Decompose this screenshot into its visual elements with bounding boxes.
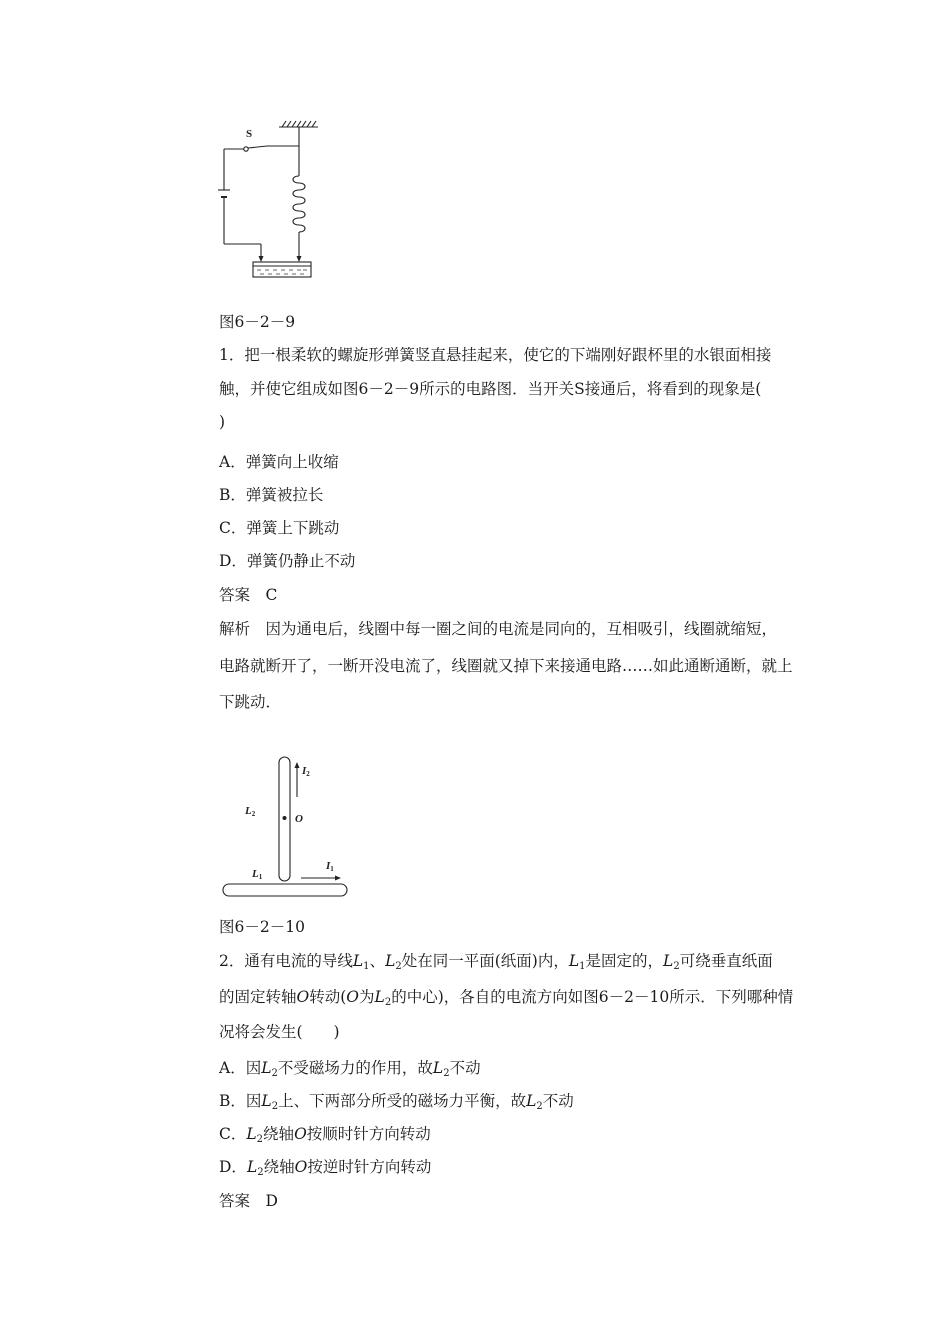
svg-text:L2 (244, 805, 256, 818)
label-L1-sub: 1 (258, 873, 263, 881)
svg-text:L1 (251, 868, 263, 881)
q1-analysis-line1: 解析 因为通电后，线圈中每一圈之间的电流是同向的，互相吸引，线圈就缩短， (219, 620, 778, 638)
label-I1-sub: 1 (330, 865, 334, 873)
q2-option-d: D．$L_2$绕轴O按逆时针方向转动 (219, 1158, 432, 1178)
label-I1: I (326, 860, 331, 872)
q1-answer: 答案 C (219, 586, 278, 604)
label-I2: I (302, 765, 307, 777)
svg-text:I2 (301, 765, 310, 778)
label-L2: L (245, 805, 252, 817)
q2-option-a: A．因$L_2$不受磁场力的作用，故$L_2$不动 (219, 1059, 481, 1079)
svg-text:I1 (325, 860, 334, 873)
q2-line3: 况将会发生( ) (219, 1023, 340, 1041)
figure1-caption: 图6－2－9 (219, 313, 296, 331)
q1-line3: ) (219, 413, 226, 431)
q1-option-b: B．弹簧被拉长 (219, 486, 324, 504)
q1-option-a: A．弹簧向上收缩 (219, 453, 339, 471)
wires-figure (215, 750, 355, 902)
switch-label: S (246, 128, 253, 140)
q2-option-c: C．$L_2$绕轴O按顺时针方向转动 (219, 1125, 431, 1145)
label-I2-sub: 2 (306, 770, 310, 778)
label-L2-sub: 2 (251, 810, 256, 818)
q1-line1: 1．把一根柔软的螺旋形弹簧竖直悬挂起来，使它的下端刚好跟杯里的水银面相接 (219, 346, 772, 364)
q1-analysis-line3: 下跳动． (219, 693, 282, 711)
label-L1: L (252, 868, 259, 880)
q1-option-d: D．弹簧仍静止不动 (219, 552, 356, 570)
q1-line2: 触，并使它组成如图6－2－9所示的电路图．当开关S接通后，将看到的现象是( (219, 380, 762, 398)
q2-line1: 2．通有电流的导线$L_1$、$L_2$处在同一平面(纸面)内，$L_1$是固定的，$L_2$可绕垂直纸面 (219, 952, 773, 972)
q2-answer: 答案 D (219, 1192, 278, 1210)
label-O: O (295, 813, 303, 825)
q2-line2: 的固定转轴O转动(O为$L_2$的中心)，各自的电流方向如图6－2－10所示．下列哪种情 (219, 988, 794, 1008)
q2-option-b: B．因$L_2$上、下两部分所受的磁场力平衡，故$L_2$不动 (219, 1092, 574, 1112)
circuit-spring-figure (215, 118, 325, 288)
figure2-caption: 图6－2－10 (219, 918, 305, 936)
q1-option-c: C．弹簧上下跳动 (219, 519, 340, 537)
q1-analysis-line2: 电路就断开了，一断开没电流了，线圈就又掉下来接通电路……如此通断通断，就上 (219, 657, 793, 675)
